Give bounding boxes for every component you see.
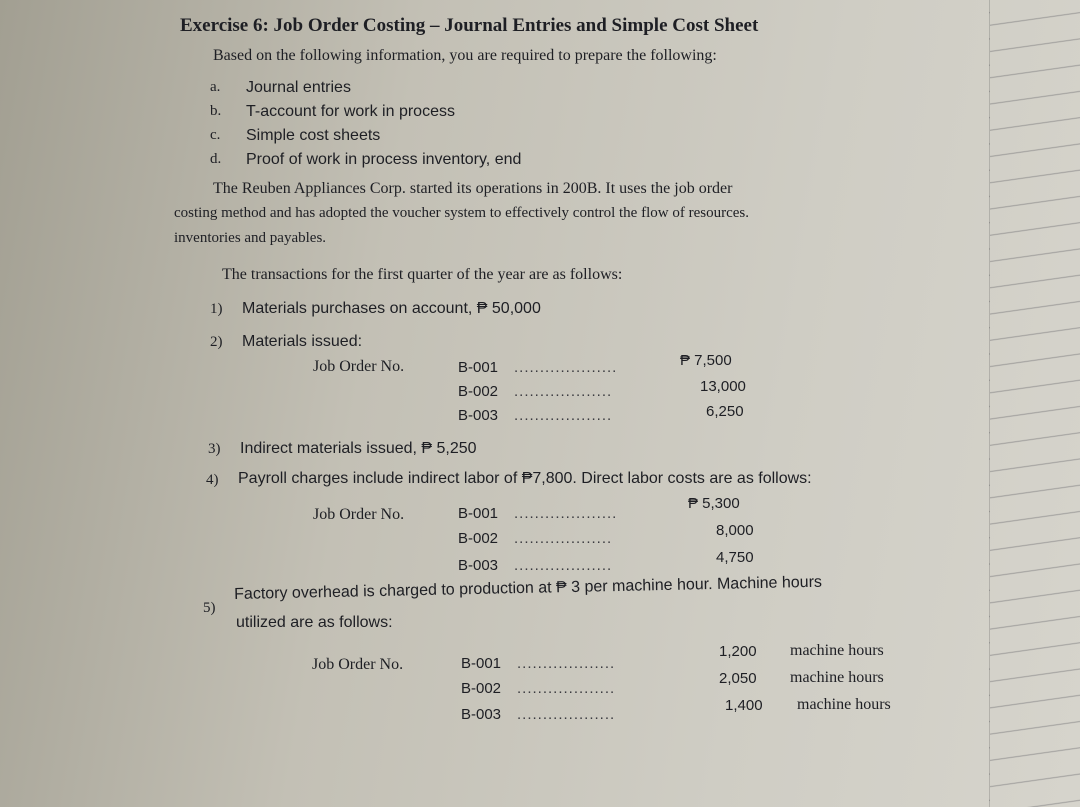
leader-dots: ...................: [514, 407, 613, 424]
job-order-label: Job Order No.: [313, 506, 405, 523]
req-letter: c.: [210, 127, 221, 143]
exercise-title: Exercise 6: Job Order Costing – Journal Entries and Simple Cost Sheet: [180, 15, 759, 36]
job-number: B-003: [461, 706, 502, 723]
intro-text: Based on the following information, you are required to prepare the following:: [213, 47, 717, 64]
job-number: B-002: [458, 383, 499, 400]
job-number: B-001: [458, 505, 499, 522]
req-text: T-account for work in process: [246, 103, 455, 120]
req-text: Journal entries: [246, 79, 351, 96]
paragraph-line: costing method and has adopted the voucher system to effectively control the flow of resources.: [174, 205, 749, 221]
req-letter: d.: [210, 151, 222, 167]
transaction-number: 2): [210, 334, 223, 350]
leader-dots: ....................: [514, 505, 618, 522]
transaction-number: 4): [206, 472, 219, 488]
transaction-number: 3): [208, 441, 221, 457]
job-number: B-003: [458, 557, 499, 574]
amount: 2,050: [719, 670, 757, 687]
amount: 8,000: [716, 522, 754, 539]
transaction-text: Factory overhead is charged to production at ₱ 3 per machine hour. Machine hours: [234, 573, 823, 603]
leader-dots: ...................: [514, 557, 613, 574]
paragraph-line: The Reuben Appliances Corp. started its operations in 200B. It uses the job order: [213, 180, 733, 197]
leader-dots: ...................: [514, 530, 613, 547]
req-text: Proof of work in process inventory, end: [246, 151, 522, 168]
job-number: B-001: [461, 655, 502, 672]
job-number: B-001: [458, 359, 499, 376]
transaction-text: Payroll charges include indirect labor of ₱7,800. Direct labor costs are as follows:: [238, 470, 812, 487]
job-order-label: Job Order No.: [312, 656, 404, 673]
notebook-edge: [989, 0, 1080, 807]
amount: ₱ 7,500: [680, 352, 732, 369]
amount: 1,400: [725, 697, 763, 714]
leader-dots: ...................: [517, 680, 616, 697]
unit-label: machine hours: [797, 696, 891, 713]
job-number: B-003: [458, 407, 499, 424]
transactions-intro: The transactions for the first quarter of the year are as follows:: [222, 266, 623, 283]
unit-label: machine hours: [790, 642, 884, 659]
transaction-text: Materials purchases on account, ₱ 50,000: [242, 300, 541, 317]
job-order-label: Job Order No.: [313, 358, 405, 375]
req-letter: b.: [210, 103, 222, 119]
transaction-text: Materials issued:: [242, 333, 363, 350]
leader-dots: ...................: [517, 706, 616, 723]
job-number: B-002: [461, 680, 502, 697]
paragraph-line: inventories and payables.: [174, 230, 327, 246]
amount: ₱ 5,300: [688, 495, 740, 512]
amount: 4,750: [716, 549, 754, 566]
amount: 6,250: [706, 403, 744, 420]
leader-dots: ....................: [514, 359, 618, 376]
transaction-text: utilized are as follows:: [236, 614, 393, 631]
transaction-number: 5): [203, 600, 216, 616]
req-letter: a.: [210, 79, 221, 95]
amount: 1,200: [719, 643, 757, 660]
amount: 13,000: [700, 378, 746, 395]
transaction-text: Indirect materials issued, ₱ 5,250: [240, 440, 477, 457]
unit-label: machine hours: [790, 669, 884, 686]
job-number: B-002: [458, 530, 499, 547]
req-text: Simple cost sheets: [246, 127, 381, 144]
leader-dots: ...................: [514, 383, 613, 400]
leader-dots: ...................: [517, 655, 616, 672]
transaction-number: 1): [210, 301, 223, 317]
